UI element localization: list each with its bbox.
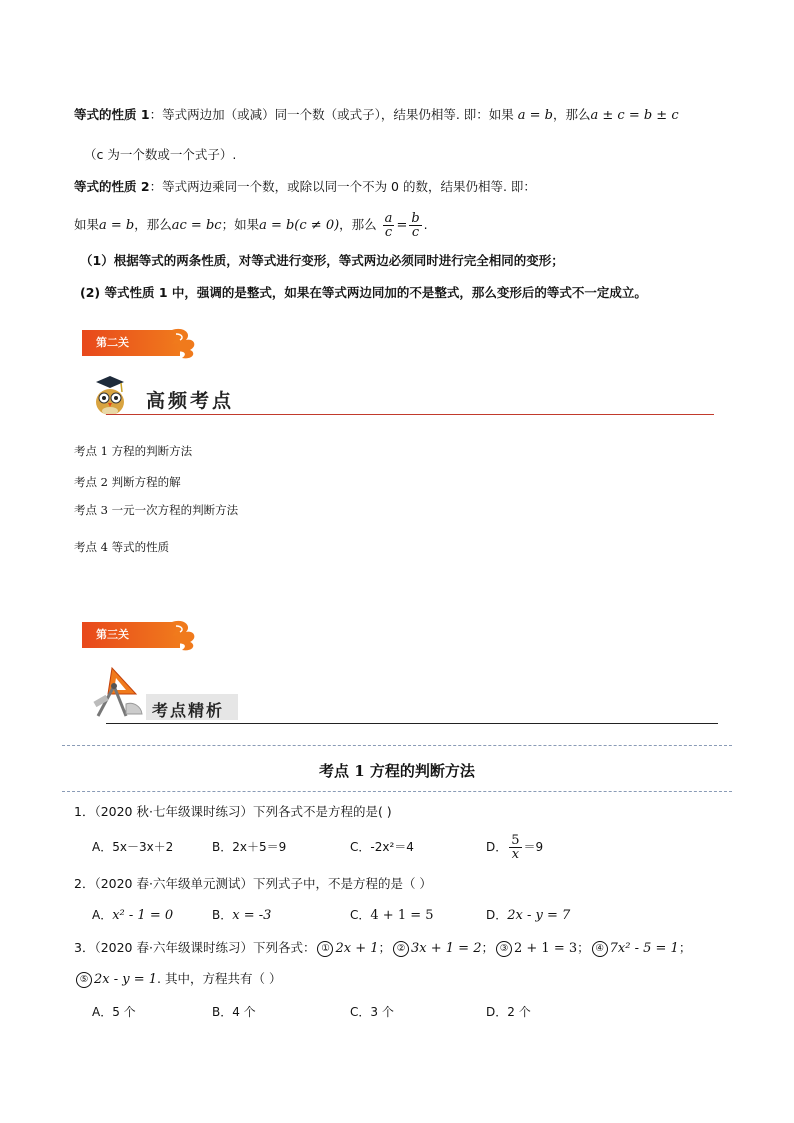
- q3-option-a: A．5 个: [92, 1005, 136, 1019]
- separator: ；: [378, 940, 392, 955]
- q1-option-d-label: D．: [486, 840, 508, 854]
- property-2-if: 如果: [74, 217, 100, 232]
- topic-heading: 考点 1 方程的判断方法: [319, 762, 475, 780]
- fraction-numerator: b: [411, 211, 420, 226]
- property-1-text: ：等式两边加（或减）同一个数（或式子），结果仍相等. 即：如果: [149, 107, 514, 122]
- property-2-condition-1: a = b: [99, 218, 135, 233]
- section-2-title: 高频考点: [146, 390, 235, 412]
- question-3-stem-cont: [74, 970, 281, 989]
- question-1-stem: 1．（2020 秋·七年级课时练习）下列各式不是方程的是( ): [74, 804, 392, 819]
- property-1-note: （c 为一个数或一个式子）.: [84, 147, 237, 162]
- property-2-result-1: ac = bc: [171, 218, 222, 233]
- property-2-then-2: ，那么: [339, 217, 377, 232]
- section-3-banner: [82, 622, 202, 648]
- topic-list-item: 考点 3 一元一次方程的判断方法: [74, 503, 239, 517]
- q1-option-d: [486, 829, 543, 865]
- option-label: A．: [92, 908, 113, 922]
- section-2-tag: 第二关: [82, 330, 180, 356]
- option-label: B．: [212, 908, 233, 922]
- section-3-rule: [106, 723, 718, 724]
- q2-option-b: [212, 906, 271, 925]
- expression-1: 2x + 1: [335, 941, 379, 956]
- circled-number-3: ③: [496, 941, 512, 957]
- option-expression: x = -3: [232, 908, 272, 923]
- q2-option-d: [486, 906, 570, 925]
- question-3-intro: 3．（2020 春·六年级课时练习）下列各式：: [74, 940, 316, 955]
- expression-5: 2x - y = 1: [94, 972, 158, 987]
- dashed-divider: [62, 745, 732, 746]
- period: .: [423, 217, 428, 232]
- topic-list-item: 考点 4 等式的性质: [74, 540, 170, 554]
- q1-option-c: C．-2x²＝4: [350, 840, 414, 854]
- option-expression: x² - 1 = 0: [112, 908, 174, 923]
- separator: ；: [678, 940, 692, 955]
- option-expression: 4 + 1 = 5: [370, 908, 434, 923]
- circled-number-5: ⑤: [76, 972, 92, 988]
- owl-mascot-icon: [92, 376, 128, 416]
- expression-2: 3x + 1 = 2: [411, 941, 482, 956]
- q3-option-b: B．4 个: [212, 1005, 256, 1019]
- property-2-formula: [74, 210, 428, 241]
- property-2-label: 等式的性质 2: [74, 179, 150, 194]
- q3-option-d: D．2 个: [486, 1005, 531, 1019]
- fraction-numerator: 5: [511, 833, 520, 848]
- property-2-text: ：等式两边乘同一个数，或除以同一个不为 0 的数，结果仍相等. 即：: [149, 179, 536, 194]
- section-2-rule: [106, 414, 714, 415]
- section-3-tag: 第三关: [82, 622, 180, 648]
- separator: ；: [577, 940, 590, 955]
- property-1-then: ，那么: [552, 107, 591, 122]
- property-1-condition: a = b: [517, 108, 553, 123]
- property-2-separator: ；如果: [221, 217, 260, 232]
- note-2: (2) 等式性质 1 中，强调的是整式，如果在等式两边同加的不是整式，那么变形后的等式不一定成立。: [80, 285, 647, 300]
- question-3-stem: [74, 939, 691, 958]
- q2-option-c: [350, 906, 434, 925]
- equals-sign: =: [396, 218, 408, 233]
- fraction-denominator: c: [384, 225, 393, 240]
- expression-3: 2 + 1 = 3: [514, 941, 578, 956]
- fraction-denominator: c: [411, 225, 420, 240]
- topic-list-item: 考点 2 判断方程的解: [74, 475, 181, 489]
- question-3-tail: . 其中，方程共有（ ）: [157, 971, 282, 986]
- property-2-line: [74, 178, 536, 196]
- expression-4: 7x² - 5 = 1: [609, 941, 679, 956]
- fraction-a-over-c: [383, 212, 395, 239]
- section-3-title: 考点精析: [152, 701, 225, 720]
- q1-option-b: B．2x＋5＝9: [212, 840, 287, 854]
- geometry-tools-icon: [92, 664, 144, 720]
- fraction-denominator: x: [511, 847, 520, 862]
- flame-swirl-icon: [170, 324, 200, 362]
- circled-number-2: ②: [393, 941, 409, 957]
- fraction-5-over-x: [509, 834, 521, 861]
- option-label: D．: [486, 908, 508, 922]
- property-1-label: 等式的性质 1: [74, 107, 150, 122]
- q3-option-c: C．3 个: [350, 1005, 394, 1019]
- flame-swirl-icon: [170, 616, 200, 654]
- q1-option-a: A．5x－3x＋2: [92, 840, 174, 854]
- q2-option-a: [92, 906, 173, 925]
- option-expression: 2x - y = 7: [507, 908, 571, 923]
- circled-number-4: ④: [592, 941, 608, 957]
- property-1-result: a ± c = b ± c: [590, 108, 679, 123]
- fraction-b-over-c: [409, 212, 421, 239]
- question-2-stem: 2．（2020 春·六年级单元测试）下列式子中，不是方程的是（ ）: [74, 876, 432, 891]
- fraction-numerator: a: [384, 211, 393, 226]
- property-2-condition-2: a = b(c ≠ 0): [259, 218, 340, 233]
- circled-number-1: ①: [317, 941, 333, 957]
- note-1: （1）根据等式的两条性质，对等式进行变形，等式两边必须同时进行完全相同的变形；: [80, 253, 564, 268]
- section-2-banner: [82, 330, 202, 356]
- topic-list-item: 考点 1 方程的判断方法: [74, 444, 193, 458]
- q1-option-d-rest: ＝9: [523, 840, 544, 854]
- dashed-divider: [62, 791, 732, 792]
- separator: ；: [481, 940, 494, 955]
- property-1-line: [74, 106, 679, 125]
- property-2-then-1: ，那么: [134, 217, 172, 232]
- option-label: C．: [350, 908, 371, 922]
